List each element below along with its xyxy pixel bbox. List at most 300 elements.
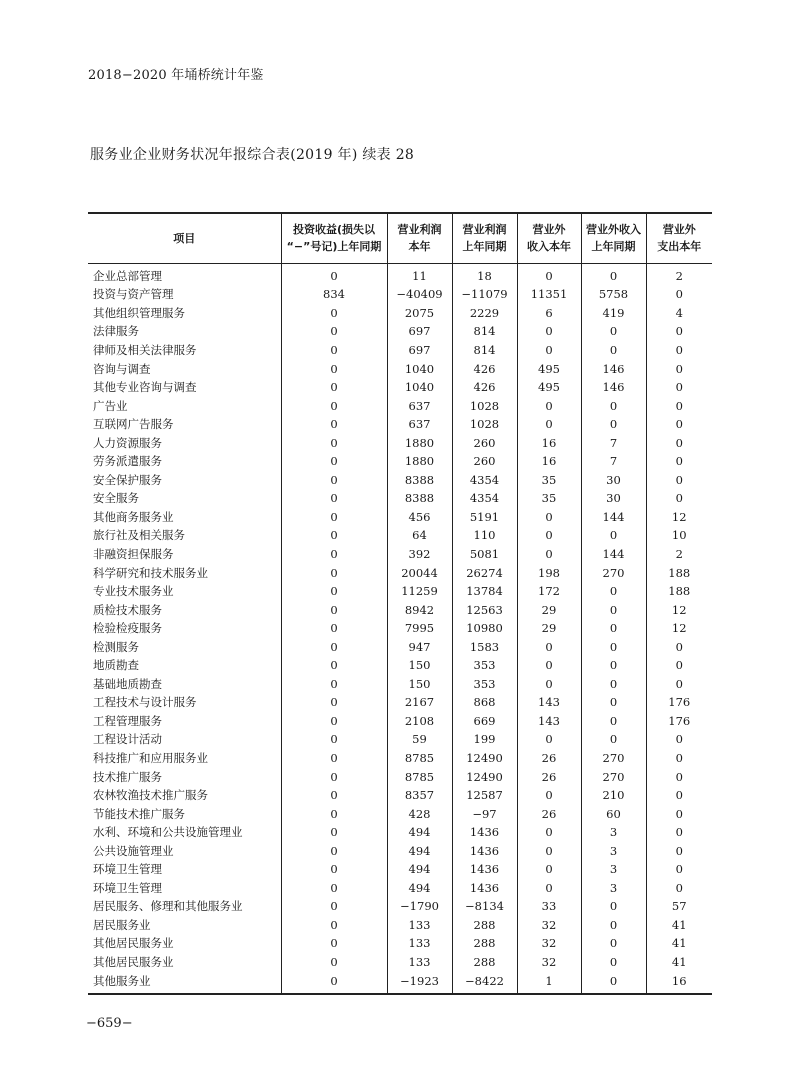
table-cell: 0 [581, 675, 646, 694]
table-cell: 188 [646, 582, 712, 601]
table-cell: −1923 [387, 971, 452, 994]
table-cell: 0 [281, 841, 387, 860]
row-label: 科学研究和技术服务业 [93, 565, 208, 580]
table-cell: 669 [452, 712, 517, 731]
table-cell: 0 [646, 378, 712, 397]
table-cell: 419 [581, 304, 646, 323]
table-cell: 32 [517, 934, 581, 953]
table-cell: 288 [452, 934, 517, 953]
row-label: 律师及相关法律服务 [93, 342, 197, 357]
page-number: −659− [86, 1016, 133, 1031]
table-cell: 176 [646, 693, 712, 712]
table-cell: 0 [581, 656, 646, 675]
row-label: 专业技术服务业 [93, 584, 174, 599]
table-cell: 0 [646, 433, 712, 452]
financial-table [88, 212, 712, 995]
table-cell: 0 [646, 823, 712, 842]
table-row [88, 971, 712, 994]
table-cell: 210 [581, 786, 646, 805]
table-cell: 0 [281, 767, 387, 786]
table-cell: 0 [281, 637, 387, 656]
table-cell: 146 [581, 378, 646, 397]
table-row [88, 322, 712, 341]
table-row [88, 749, 712, 768]
table-cell: −1790 [387, 897, 452, 916]
row-label: 环境卫生管理 [93, 880, 162, 895]
table-cell: 10 [646, 526, 712, 545]
table-cell: 2 [646, 545, 712, 564]
table-cell: 428 [387, 804, 452, 823]
row-label: 互联网广告服务 [93, 417, 174, 432]
row-label: 公共设施管理业 [93, 843, 174, 858]
row-label: 科技推广和应用服务业 [93, 750, 208, 765]
table-cell: 8785 [387, 767, 452, 786]
table-cell: 198 [517, 563, 581, 582]
table-row [88, 786, 712, 805]
table-cell: 29 [517, 600, 581, 619]
table-cell: 0 [646, 860, 712, 879]
table-cell: 3 [581, 841, 646, 860]
table-cell: 814 [452, 341, 517, 360]
table-cell: 0 [646, 879, 712, 898]
table-cell: 7 [581, 452, 646, 471]
table-row [88, 285, 712, 304]
column-header [646, 213, 712, 263]
table-cell: 12 [646, 508, 712, 527]
table-cell: 1 [517, 971, 581, 994]
table-cell: 146 [581, 359, 646, 378]
table-cell: 947 [387, 637, 452, 656]
table-row [88, 489, 712, 508]
table-cell: 4354 [452, 471, 517, 490]
table-cell: 12 [646, 600, 712, 619]
table-cell: 35 [517, 489, 581, 508]
row-label: 咨询与调查 [93, 361, 151, 376]
table-cell: 0 [646, 804, 712, 823]
table-row [88, 304, 712, 323]
row-label: 其他组织管理服务 [93, 305, 185, 320]
table-cell: 188 [646, 563, 712, 582]
row-label: 旅行社及相关服务 [93, 528, 185, 543]
table-cell: 3 [581, 823, 646, 842]
row-label: 质检技术服务 [93, 602, 162, 617]
table-cell: 0 [646, 285, 712, 304]
table-cell: 0 [281, 471, 387, 490]
row-label: 检测服务 [93, 639, 139, 654]
table-row [88, 359, 712, 378]
table-cell: 5191 [452, 508, 517, 527]
table-row [88, 545, 712, 564]
row-label: 工程设计活动 [93, 732, 162, 747]
table-cell: 11 [387, 263, 452, 285]
table-cell: 0 [581, 953, 646, 972]
table-cell: 1028 [452, 396, 517, 415]
table-cell: 0 [581, 619, 646, 638]
column-header-line: 上年同期 [591, 240, 636, 254]
table-cell: 0 [281, 263, 387, 285]
row-label: 投资与资产管理 [93, 287, 174, 302]
column-header-line: 投资收益(损失以 [292, 223, 376, 237]
table-cell: 8942 [387, 600, 452, 619]
table-cell: 57 [646, 897, 712, 916]
table-cell: 16 [517, 433, 581, 452]
table-cell: 0 [581, 263, 646, 285]
table-cell: 0 [646, 767, 712, 786]
table-cell: 16 [517, 452, 581, 471]
table-cell: 0 [281, 693, 387, 712]
table-cell: 697 [387, 322, 452, 341]
table-cell: 495 [517, 359, 581, 378]
table-cell: 4 [646, 304, 712, 323]
table-cell: 110 [452, 526, 517, 545]
table-cell: 814 [452, 322, 517, 341]
table-row [88, 471, 712, 490]
column-header-line: 支出本年 [657, 240, 702, 254]
table-cell: 0 [646, 489, 712, 508]
table-cell: 0 [281, 508, 387, 527]
table-cell: 0 [517, 526, 581, 545]
table-row [88, 693, 712, 712]
table-cell: 426 [452, 359, 517, 378]
table-cell: 0 [517, 730, 581, 749]
table-cell: 0 [517, 637, 581, 656]
table-cell: 494 [387, 879, 452, 898]
table-cell: 0 [646, 415, 712, 434]
table-cell: 0 [281, 378, 387, 397]
table-cell: 0 [281, 749, 387, 768]
table-row [88, 582, 712, 601]
table-cell: 176 [646, 712, 712, 731]
table-cell: 5081 [452, 545, 517, 564]
table-cell: 6 [517, 304, 581, 323]
table-cell: 1436 [452, 841, 517, 860]
table-cell: 0 [281, 322, 387, 341]
table-row [88, 415, 712, 434]
column-header [581, 213, 646, 263]
row-label: 广告业 [93, 398, 128, 413]
table-cell: 150 [387, 675, 452, 694]
column-header-line: 营业外 [662, 223, 696, 237]
table-row [88, 860, 712, 879]
table-cell: 0 [281, 675, 387, 694]
table-cell: 0 [581, 582, 646, 601]
table-cell: 0 [281, 545, 387, 564]
table-row [88, 823, 712, 842]
table-cell: 270 [581, 749, 646, 768]
table-cell: 26 [517, 804, 581, 823]
table-cell: 0 [281, 489, 387, 508]
table-cell: −8134 [452, 897, 517, 916]
table-cell: 1436 [452, 879, 517, 898]
table-cell: 0 [517, 656, 581, 675]
row-label: 居民服务、修理和其他服务业 [93, 899, 243, 914]
row-label: 人力资源服务 [93, 435, 162, 450]
table-cell: 0 [281, 934, 387, 953]
table-row [88, 879, 712, 898]
table-cell: 12587 [452, 786, 517, 805]
table-cell: 0 [281, 396, 387, 415]
table-cell: 834 [281, 285, 387, 304]
table-cell: 868 [452, 693, 517, 712]
table-cell: 0 [646, 749, 712, 768]
table-cell: 0 [581, 693, 646, 712]
table-cell: 5758 [581, 285, 646, 304]
table-cell: 637 [387, 396, 452, 415]
table-cell: 0 [581, 322, 646, 341]
table-cell: 12 [646, 619, 712, 638]
column-header [452, 213, 517, 263]
table-cell: 0 [281, 415, 387, 434]
table-cell: 0 [517, 823, 581, 842]
table-cell: 41 [646, 934, 712, 953]
table-cell: 11351 [517, 285, 581, 304]
column-header-line: 营业外 [532, 223, 566, 237]
table-cell: 0 [517, 396, 581, 415]
table-cell: 0 [281, 953, 387, 972]
row-label: 其他居民服务业 [93, 955, 174, 969]
table-cell: 1028 [452, 415, 517, 434]
table-cell: 1436 [452, 823, 517, 842]
table-cell: 8388 [387, 471, 452, 490]
column-header-line: 上年同期 [462, 240, 507, 254]
table-cell: −40409 [387, 285, 452, 304]
column-header [387, 213, 452, 263]
table-cell: 2075 [387, 304, 452, 323]
table-cell: 0 [281, 971, 387, 994]
table-cell: 0 [281, 359, 387, 378]
table-cell: 0 [646, 341, 712, 360]
table-cell: 0 [281, 341, 387, 360]
table-cell: 0 [581, 637, 646, 656]
row-label: 工程管理服务 [93, 713, 162, 728]
table-cell: 0 [581, 526, 646, 545]
table-cell: 426 [452, 378, 517, 397]
table-cell: 26 [517, 749, 581, 768]
table-cell: 8785 [387, 749, 452, 768]
table-row [88, 804, 712, 823]
table-cell: 143 [517, 693, 581, 712]
table-cell: 0 [581, 396, 646, 415]
column-header-line: 营业利润 [397, 223, 442, 237]
table-cell: 0 [517, 545, 581, 564]
row-label: 居民服务业 [93, 917, 151, 932]
table-row [88, 600, 712, 619]
table-row [88, 563, 712, 582]
row-label: 法律服务 [93, 324, 139, 339]
table-cell: 26274 [452, 563, 517, 582]
row-label: 其他居民服务业 [93, 936, 174, 951]
table-cell: 12563 [452, 600, 517, 619]
table-cell: 0 [281, 656, 387, 675]
table-cell: 0 [281, 712, 387, 731]
table-cell: 133 [387, 953, 452, 972]
table-cell: 18 [452, 263, 517, 285]
row-label: 节能技术推广服务 [93, 806, 185, 821]
table-cell: 0 [281, 823, 387, 842]
table-cell: 1436 [452, 860, 517, 879]
table-cell: 16 [646, 971, 712, 994]
table-cell: 0 [581, 712, 646, 731]
column-header-line: 收入本年 [527, 240, 571, 254]
table-cell: 0 [281, 526, 387, 545]
table-row [88, 263, 712, 285]
table-row [88, 897, 712, 916]
table-cell: 0 [281, 433, 387, 452]
table-cell: 199 [452, 730, 517, 749]
table-row [88, 656, 712, 675]
table-cell: 13784 [452, 582, 517, 601]
table-row [88, 730, 712, 749]
table-cell: 0 [281, 452, 387, 471]
table-body [88, 263, 712, 994]
table-cell: 32 [517, 953, 581, 972]
table-cell: 637 [387, 415, 452, 434]
table-cell: 64 [387, 526, 452, 545]
table-cell: 0 [281, 619, 387, 638]
table-cell: 33 [517, 897, 581, 916]
row-label: 检验检疫服务 [93, 621, 162, 636]
table-cell: 0 [581, 934, 646, 953]
table-row [88, 619, 712, 638]
table-cell: 0 [281, 897, 387, 916]
table-cell: 0 [581, 897, 646, 916]
financial-table-container [88, 212, 712, 995]
table-cell: 0 [281, 804, 387, 823]
table-cell: 3 [581, 860, 646, 879]
table-row [88, 452, 712, 471]
table-cell: 0 [517, 786, 581, 805]
table-cell: 30 [581, 489, 646, 508]
table-cell: 0 [646, 786, 712, 805]
table-cell: 8357 [387, 786, 452, 805]
table-cell: 8388 [387, 489, 452, 508]
table-cell: 12490 [452, 767, 517, 786]
table-cell: 0 [581, 971, 646, 994]
table-cell: 1040 [387, 378, 452, 397]
table-cell: 494 [387, 860, 452, 879]
table-cell: 10980 [452, 619, 517, 638]
row-label: 技术推广服务 [93, 769, 162, 784]
table-cell: 0 [281, 786, 387, 805]
table-row [88, 508, 712, 527]
row-label: 非融资担保服务 [93, 546, 174, 561]
table-cell: 60 [581, 804, 646, 823]
table-cell: 0 [281, 879, 387, 898]
row-label: 安全保护服务 [93, 472, 162, 487]
table-cell: 0 [581, 341, 646, 360]
table-row [88, 767, 712, 786]
table-row [88, 378, 712, 397]
table-cell: 0 [517, 860, 581, 879]
row-label: 安全服务 [93, 491, 139, 506]
table-cell: 1880 [387, 433, 452, 452]
row-label: 地质勘查 [93, 658, 139, 673]
table-cell: 288 [452, 953, 517, 972]
table-cell: 0 [581, 730, 646, 749]
row-label: 企业总部管理 [93, 268, 162, 283]
table-cell: 0 [646, 359, 712, 378]
table-cell: 133 [387, 934, 452, 953]
table-cell: 11259 [387, 582, 452, 601]
table-cell: 0 [646, 322, 712, 341]
table-cell: −8422 [452, 971, 517, 994]
table-cell: 2108 [387, 712, 452, 731]
table-title: 服务业企业财务状况年报综合表(2019 年) 续表 28 [90, 147, 415, 163]
table-cell: 0 [281, 304, 387, 323]
row-label: 其他商务服务业 [93, 509, 174, 524]
table-cell: 0 [646, 452, 712, 471]
table-cell: 7995 [387, 619, 452, 638]
table-row [88, 953, 712, 972]
column-header-line: 营业外收入 [586, 223, 641, 237]
table-row [88, 675, 712, 694]
table-cell: 0 [281, 730, 387, 749]
table-row [88, 841, 712, 860]
table-cell: 0 [581, 415, 646, 434]
table-cell: 0 [517, 841, 581, 860]
table-cell: 0 [517, 341, 581, 360]
table-cell: 0 [281, 563, 387, 582]
table-row [88, 396, 712, 415]
table-cell: 2 [646, 263, 712, 285]
table-cell: 0 [646, 841, 712, 860]
table-cell: 59 [387, 730, 452, 749]
table-row [88, 341, 712, 360]
table-cell: 697 [387, 341, 452, 360]
table-cell: 270 [581, 767, 646, 786]
table-cell: 260 [452, 452, 517, 471]
table-cell: 30 [581, 471, 646, 490]
table-cell: 0 [517, 508, 581, 527]
column-header-line: “−”号记)上年同期 [286, 240, 382, 254]
table-cell: 495 [517, 378, 581, 397]
row-label: 其他专业咨询与调查 [93, 380, 197, 395]
table-cell: 0 [646, 637, 712, 656]
row-label: 基础地质勘查 [93, 676, 162, 691]
table-cell: 0 [281, 916, 387, 935]
table-cell: 0 [517, 263, 581, 285]
table-cell: 0 [581, 916, 646, 935]
table-cell: 144 [581, 508, 646, 527]
column-header [88, 213, 281, 263]
table-row [88, 433, 712, 452]
table-cell: 0 [646, 656, 712, 675]
table-cell: −11079 [452, 285, 517, 304]
table-cell: 353 [452, 656, 517, 675]
table-cell: 26 [517, 767, 581, 786]
table-cell: 172 [517, 582, 581, 601]
table-cell: 150 [387, 656, 452, 675]
table-cell: 29 [517, 619, 581, 638]
table-cell: 20044 [387, 563, 452, 582]
column-header-line: 项目 [173, 231, 196, 245]
table-cell: 0 [281, 582, 387, 601]
column-header-line: 本年 [408, 240, 431, 254]
table-cell: 0 [646, 471, 712, 490]
table-cell: 392 [387, 545, 452, 564]
column-header-line: 营业利润 [462, 223, 507, 237]
row-label: 工程技术与设计服务 [93, 695, 197, 710]
table-header [88, 213, 712, 263]
table-cell: 143 [517, 712, 581, 731]
row-label: 水利、环境和公共设施管理业 [93, 825, 243, 840]
table-cell: 0 [646, 396, 712, 415]
table-cell: 260 [452, 433, 517, 452]
row-label: 环境卫生管理 [93, 862, 162, 877]
running-header: 2018−2020 年埇桥统计年鉴 [88, 68, 264, 83]
table-cell: 0 [281, 860, 387, 879]
column-header [517, 213, 581, 263]
